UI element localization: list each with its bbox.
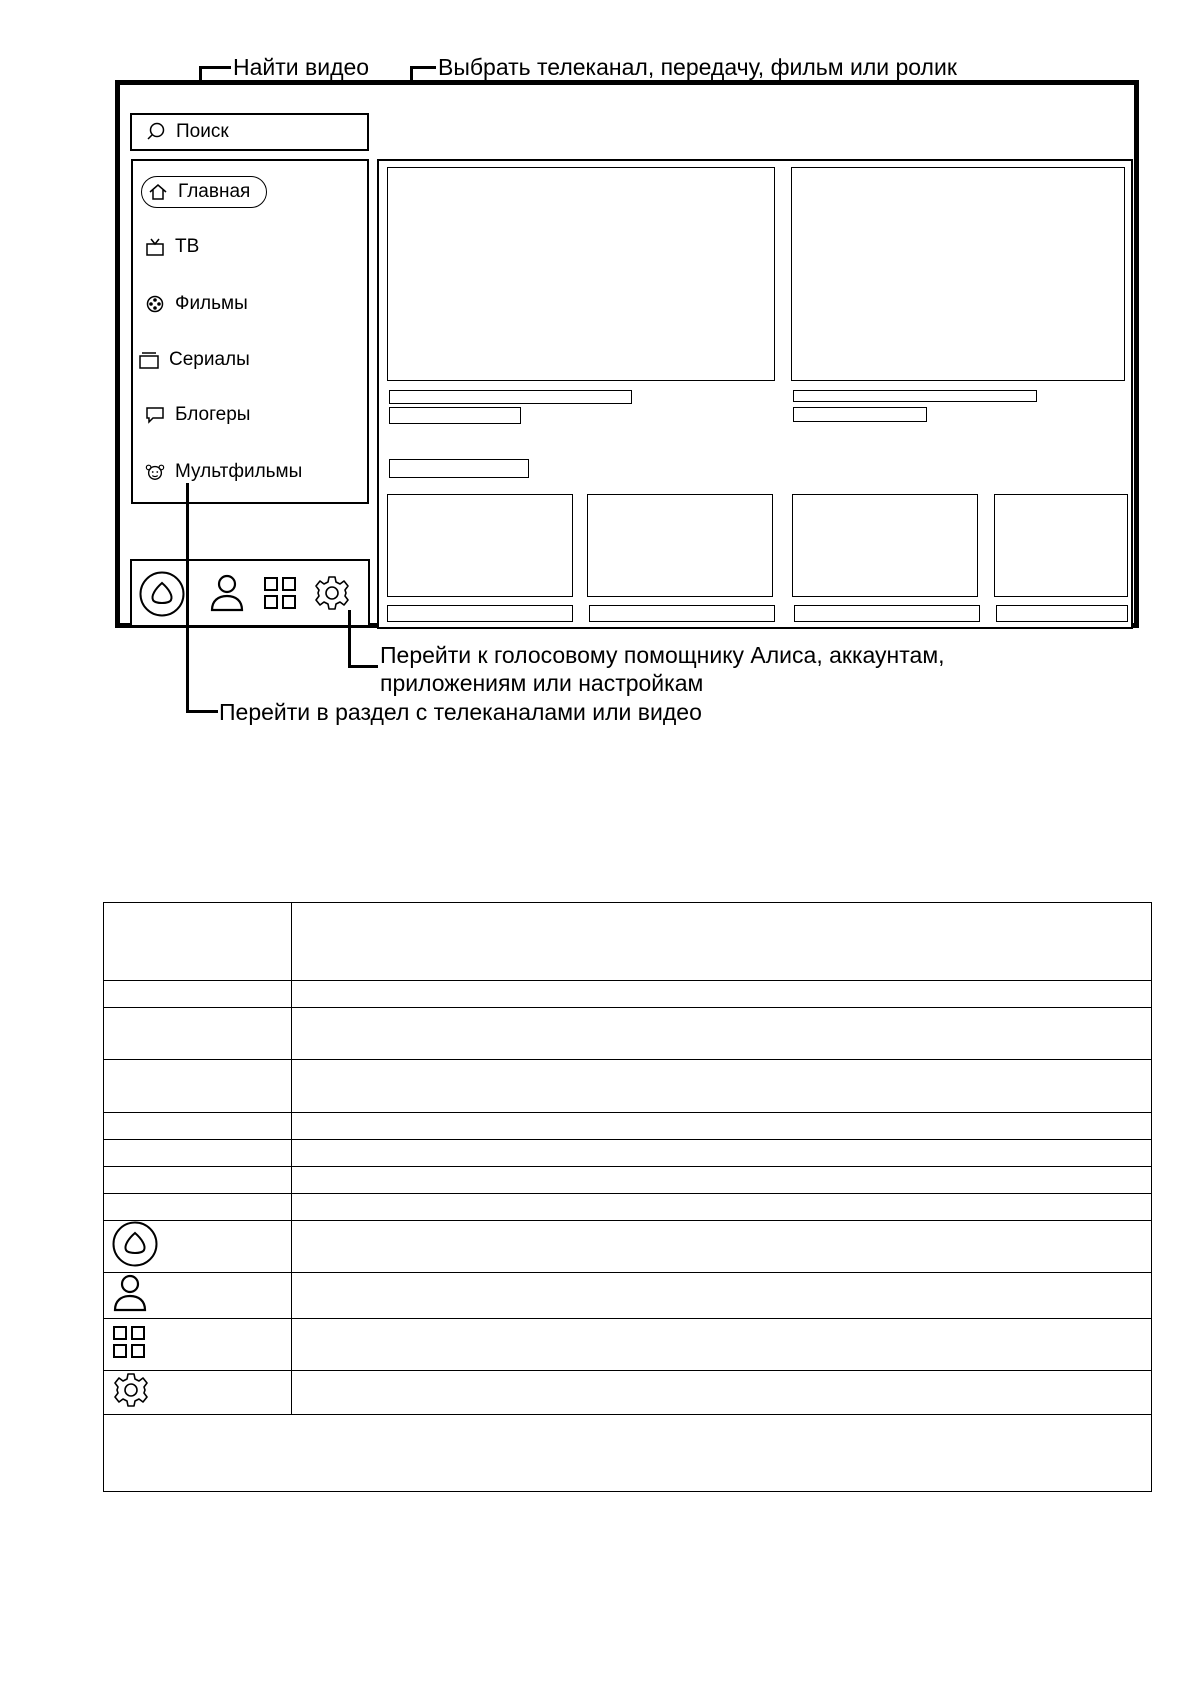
search-placeholder: Поиск	[176, 121, 229, 142]
callout-line	[186, 483, 189, 713]
table-cell	[292, 1008, 1152, 1060]
table-cell	[292, 1113, 1152, 1140]
callout-line	[186, 710, 218, 713]
card-subtitle-placeholder	[793, 407, 927, 422]
table-cell	[292, 1140, 1152, 1167]
sidebar-item-label: Фильмы	[175, 293, 248, 314]
card-subtitle-placeholder	[389, 407, 521, 424]
table-cell	[104, 1371, 292, 1415]
apps-grid-icon	[112, 1325, 146, 1359]
legend-table	[103, 902, 1152, 1492]
sidebar-item-cartoons[interactable]	[145, 457, 302, 487]
table-cell	[104, 1273, 292, 1319]
table-row	[104, 1194, 1152, 1221]
chat-bubble-icon	[145, 405, 165, 425]
callout-find-video: Найти видео	[233, 54, 370, 80]
search-input[interactable]	[130, 113, 369, 151]
settings-gear-icon	[112, 1371, 150, 1409]
table-row	[104, 1273, 1152, 1319]
sidebar-item-label: Блогеры	[175, 404, 251, 425]
table-row	[104, 1221, 1152, 1273]
callout-assistant-line2: приложениям или настройкам	[380, 670, 704, 696]
table-row	[104, 1113, 1152, 1140]
alice-icon[interactable]	[139, 571, 185, 617]
section-title-placeholder	[389, 459, 529, 478]
table-cell	[104, 903, 292, 981]
sidebar-item-label: ТВ	[175, 236, 200, 257]
sidebar-item-label: Мультфильмы	[175, 461, 303, 482]
table-cell	[104, 1221, 292, 1273]
table-row	[104, 1319, 1152, 1371]
table-cell	[292, 1221, 1152, 1273]
sidebar-item-label: Сериалы	[169, 349, 250, 370]
table-cell	[104, 1113, 292, 1140]
tv-screen-mockup	[115, 80, 1139, 628]
callout-assistant-line1: Перейти к голосовому помощнику Алиса, аккаунтам,	[380, 642, 945, 668]
table-cell	[292, 1371, 1152, 1415]
large-video-card[interactable]	[387, 167, 775, 381]
tv-icon	[145, 237, 165, 257]
table-cell	[104, 1140, 292, 1167]
cartoon-face-icon	[145, 462, 165, 482]
card-title-placeholder	[996, 605, 1128, 622]
table-row	[104, 1415, 1152, 1492]
table-cell	[292, 981, 1152, 1008]
content-area	[377, 159, 1133, 629]
table-row	[104, 981, 1152, 1008]
table-cell	[292, 1319, 1152, 1371]
table-cell	[292, 1167, 1152, 1194]
table-cell	[292, 1273, 1152, 1319]
callout-line	[410, 66, 436, 69]
sidebar-item-series[interactable]	[139, 345, 250, 375]
table-cell	[292, 903, 1152, 981]
table-cell	[104, 1060, 292, 1113]
table-cell	[292, 1194, 1152, 1221]
table-cell	[104, 1008, 292, 1060]
card-title-placeholder	[387, 605, 573, 622]
table-row	[104, 903, 1152, 981]
table-footer-cell	[104, 1415, 1152, 1492]
small-video-card[interactable]	[587, 494, 773, 597]
home-icon	[148, 182, 168, 202]
search-icon	[146, 122, 166, 142]
table-row	[104, 1371, 1152, 1415]
sidebar-item-bloggers[interactable]	[145, 400, 250, 430]
series-icon	[139, 350, 159, 370]
table-row	[104, 1140, 1152, 1167]
table-cell	[104, 1319, 292, 1371]
table-row	[104, 1008, 1152, 1060]
card-title-placeholder	[389, 390, 632, 404]
callout-line	[348, 665, 378, 668]
sidebar-item-home[interactable]	[141, 176, 267, 208]
apps-grid-icon[interactable]	[260, 573, 300, 613]
sidebar-item-label: Главная	[178, 181, 251, 202]
table-cell	[292, 1060, 1152, 1113]
callout-line	[348, 610, 351, 668]
card-title-placeholder	[793, 390, 1037, 402]
callout-line	[199, 66, 231, 69]
account-icon[interactable]	[207, 573, 247, 613]
alice-icon	[112, 1221, 158, 1267]
table-row	[104, 1060, 1152, 1113]
sidebar-item-tv[interactable]	[145, 232, 199, 262]
settings-gear-icon[interactable]	[312, 573, 352, 613]
table-cell	[104, 1167, 292, 1194]
callout-assistant	[380, 641, 945, 697]
card-title-placeholder	[794, 605, 980, 622]
bottom-icon-bar	[130, 559, 370, 627]
sidebar	[131, 159, 369, 504]
table-cell	[104, 981, 292, 1008]
callout-choose-content: Выбрать телеканал, передачу, фильм или ролик	[438, 54, 957, 80]
sidebar-item-films[interactable]	[145, 289, 248, 319]
card-title-placeholder	[589, 605, 775, 622]
large-video-card[interactable]	[791, 167, 1125, 381]
film-reel-icon	[145, 294, 165, 314]
callout-section: Перейти в раздел с телеканалами или видео	[219, 699, 702, 725]
table-row	[104, 1167, 1152, 1194]
small-video-card[interactable]	[792, 494, 978, 597]
small-video-card[interactable]	[994, 494, 1128, 597]
account-icon	[112, 1273, 148, 1313]
table-cell	[104, 1194, 292, 1221]
small-video-card[interactable]	[387, 494, 573, 597]
